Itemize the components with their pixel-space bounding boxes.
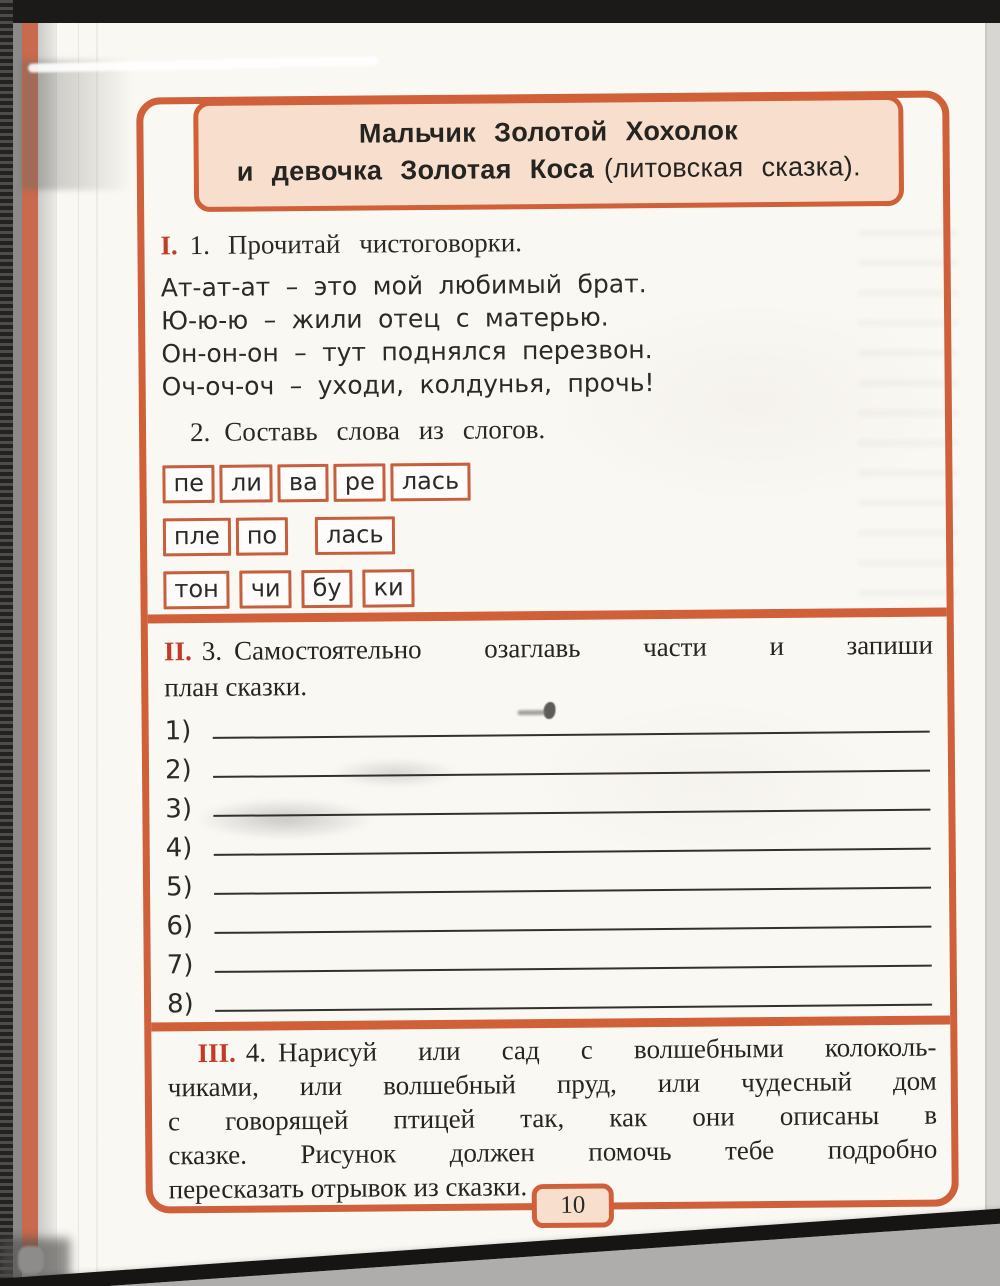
exercise-4-number: 4. — [245, 1037, 267, 1068]
plan-line-number: 4) — [165, 833, 193, 864]
blank-writing-line — [214, 887, 931, 895]
exercise-3-instruction-line1 — [164, 627, 933, 670]
plan-line-number: 7) — [166, 950, 194, 981]
exercise-4-text-line4: сказке. Рисунок должен помочь тебе подробно — [168, 1133, 938, 1171]
blank-writing-line — [214, 926, 931, 934]
plan-line-number: 8) — [166, 989, 194, 1020]
exercise-4-text-line2: чиками, или волшебный пруд, или чудесный дом — [167, 1065, 937, 1103]
exercise-2-number: 2. — [189, 416, 211, 448]
plan-line-6 — [166, 900, 935, 946]
syllable-box: ва — [278, 464, 329, 502]
syllable-box: ки — [362, 569, 414, 607]
story-title-line2-bold: и девочка Золотая Коса — [236, 153, 595, 187]
plastic-cover-shadow — [22, 60, 132, 190]
syllable-box: лась — [315, 516, 395, 555]
exercise-2-instruction: Составь слова из слогов. — [224, 414, 546, 447]
exercise-3-number: 3. — [201, 635, 223, 667]
syllable-box: пле — [163, 518, 231, 557]
exercise-3-instruction-line2: план сказки. — [164, 671, 308, 703]
syllable-row-3 — [163, 565, 932, 609]
syllable-box: ре — [334, 463, 386, 501]
page-number-badge — [532, 1183, 614, 1228]
story-title-line2 — [199, 148, 899, 191]
section-2 — [148, 617, 950, 1023]
plan-line-2 — [165, 744, 934, 790]
syllable-box: лась — [391, 463, 471, 502]
blank-writing-line — [213, 809, 930, 817]
exercise-4-text-line5: пересказать отрывок из сказки. — [168, 1171, 528, 1205]
section-2-roman-numeral: II. — [163, 636, 192, 667]
exercise-2-heading — [162, 409, 931, 450]
syllable-box: чи — [240, 570, 292, 608]
spiral-binding-edge — [0, 0, 13, 1286]
syllable-box: пе — [162, 465, 215, 503]
story-title-genre-note: (литовская сказка). — [603, 151, 861, 184]
syllable-box: тон — [163, 571, 230, 610]
exercise-1-heading — [160, 222, 929, 263]
syllable-box: ли — [220, 464, 273, 502]
page-number: 10 — [560, 1191, 586, 1219]
blank-writing-line — [215, 965, 932, 973]
tongue-twister-line: Оч-оч-оч – уходи, колдунья, прочь! — [161, 368, 655, 402]
syllable-box: бу — [301, 570, 352, 608]
tongue-twister-line: Ат-ат-ат – это мой любимый брат. — [160, 269, 647, 303]
story-title-box — [193, 95, 904, 212]
plan-line-5 — [166, 861, 935, 907]
exercise-1-number: 1. — [189, 229, 211, 261]
syllable-box: по — [236, 517, 289, 555]
plan-line-3 — [165, 783, 934, 829]
blank-writing-line — [213, 731, 930, 739]
tongue-twister-line: Он-он-он – тут поднялся перезвон. — [161, 335, 653, 369]
story-title-line1: Мальчик Золотой Хохолок — [358, 115, 739, 149]
plan-line-7 — [167, 939, 936, 985]
syllable-row-1 — [162, 459, 931, 503]
underlying-cover-edge — [22, 23, 38, 1251]
plan-line-number: 5) — [165, 872, 193, 903]
plan-line-4 — [166, 822, 935, 868]
exercise-4-text-line3: с говорящей птицей так, как они описаны в — [167, 1099, 938, 1137]
section-3 — [151, 1024, 951, 1206]
plan-line-number: 2) — [164, 755, 192, 786]
section-3-roman-numeral: III. — [197, 1037, 236, 1069]
plan-line-number: 6) — [166, 911, 194, 942]
syllable-row-2 — [163, 512, 932, 556]
worksheet-frame — [136, 90, 959, 1219]
exercise-1-instruction: Прочитай чистоговорки. — [227, 227, 523, 260]
blank-writing-line — [215, 1004, 932, 1012]
blank-writing-line — [214, 848, 931, 856]
plan-line-8 — [167, 978, 936, 1024]
plan-line-number: 3) — [165, 794, 193, 825]
cover-corner-cap — [18, 1246, 44, 1274]
blank-writing-line — [213, 770, 930, 778]
plan-line-number: 1) — [164, 716, 192, 747]
section-1-roman-numeral: I. — [160, 230, 178, 261]
photo-top-dark-edge — [0, 0, 1000, 24]
tongue-twister-line: Ю-ю-ю – жили отец с матерью. — [160, 302, 609, 336]
tongue-twister-list — [161, 265, 931, 404]
exercise-3-instruction-text: Самостоятельно озаглавь части и запиши — [233, 629, 934, 666]
book-spine-strip — [13, 23, 22, 1286]
story-plan-list — [165, 705, 937, 1024]
exercise-4-text: Нарисуй или сад с волшебными колоколь- — [277, 1031, 937, 1068]
